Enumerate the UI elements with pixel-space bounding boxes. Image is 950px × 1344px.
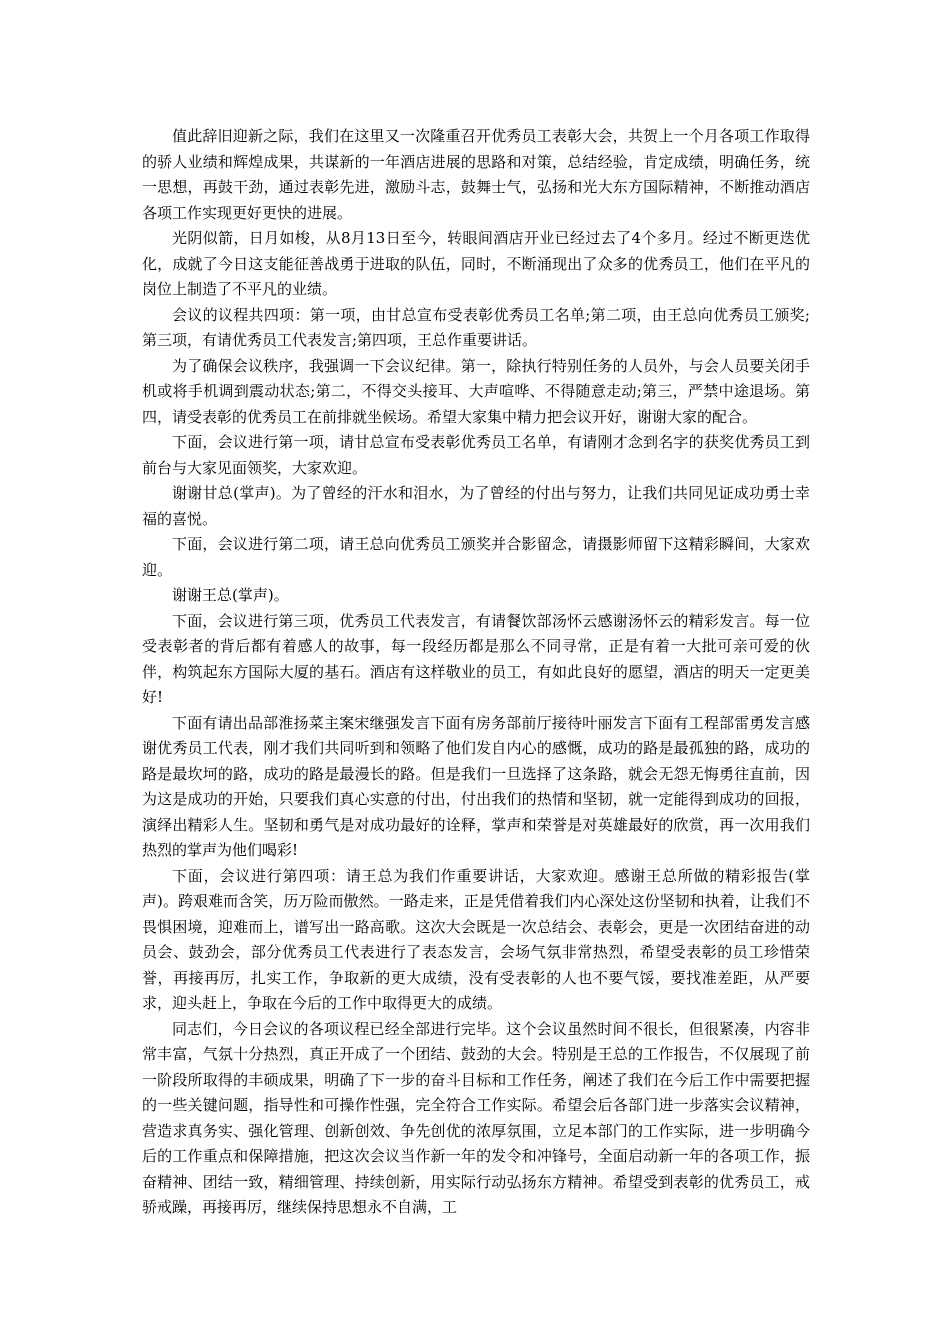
paragraph-representatives: 下面有请出品部淮扬菜主案宋继强发言下面有房务部前厅接待叶丽发言下面有工程部雷勇发言感谢优秀员工代表，刚才我们共同听到和领略了他们发自内心的感慨，成功的路是最孤独的路，成功的路是最坎坷的路，成功的路是最漫长的路。但是我们一旦选择了这条路，就会无怨无悔勇往直前，因为这是成功的开始，只要我们真心实意的付出，付出我们的热情和坚韧，就一定能得到成功的回报，演绎出精彩人生。坚韧和勇气是对成功最好的诠释，掌声和荣誉是对英雄最好的欣赏，再一次用我们热烈的掌声为他们喝彩! — [142, 713, 810, 859]
document-body — [142, 124, 810, 1221]
paragraph-item-two: 下面，会议进行第二项，请王总向优秀员工颁奖并合影留念，请摄影师留下这精彩瞬间，大家欢迎。 — [142, 535, 810, 579]
paragraph-review: 光阴似箭，日月如梭，从8月13日至今，转眼间酒店开业已经过去了4个多月。经过不断更迭优化，成就了今日这支能征善战勇于进取的队伍，同时，不断涌现出了众多的优秀员工，他们在平凡的岗位上制造了不平凡的业绩。 — [142, 229, 810, 298]
paragraph-item-three: 下面，会议进行第三项，优秀员工代表发言，有请餐饮部汤怀云感谢汤怀云的精彩发言。每一位受表彰者的背后都有着感人的故事，每一段经历都是那么不同寻常，正是有着一大批可亲可爱的伙伴，构筑起东方国际大厦的基石。酒店有这样敬业的员工，有如此良好的愿望，酒店的明天一定更美好! — [142, 611, 810, 706]
paragraph-item-four: 下面，会议进行第四项：请王总为我们作重要讲话，大家欢迎。感谢王总所做的精彩报告(掌声)。跨艰难而含笑，历万险而傲然。一路走来，正是凭借着我们内心深处这份坚韧和执着，让我们不畏惧困境，迎难而上，谱写出一路高歌。这次大会既是一次总结会、表彰会，更是一次团结奋进的动员会、鼓劲会，部分优秀员工代表进行了表态发言，会场气氛非常热烈，希望受表彰的员工珍惜荣誉，再接再厉，扎实工作，争取新的更大成绩，没有受表彰的人也不要气馁，要找准差距，从严要求，迎头赶上，争取在今后的工作中取得更大的成绩。 — [142, 866, 810, 1012]
paragraph-thanks-wang: 谢谢王总(掌声)。 — [172, 586, 289, 604]
paragraph-thanks-gan: 谢谢甘总(掌声)。为了曾经的汗水和泪水，为了曾经的付出与努力，让我们共同见证成功勇士幸福的喜悦。 — [142, 484, 810, 528]
paragraph-opening: 值此辞旧迎新之际，我们在这里又一次隆重召开优秀员工表彰大会，共贺上一个月各项工作取得的骄人业绩和辉煌成果，共谋新的一年酒店进展的思路和对策，总结经验，肯定成绩，明确任务，统一思想，再鼓干劲，通过表彰先进，激励斗志，鼓舞士气，弘扬和光大东方国际精神，不断推动酒店各项工作实现更好更快的进展。 — [142, 127, 810, 222]
paragraph-closing: 同志们，今日会议的各项议程已经全部进行完毕。这个会议虽然时间不很长，但很紧凑，内容非常丰富，气氛十分热烈，真正开成了一个团结、鼓劲的大会。特别是王总的工作报告，不仅展现了前一阶段所取得的丰硕成果，明确了下一步的奋斗目标和工作任务，阐述了我们在今后工作中需要把握的一些关键问题，指导性和可操作性强，完全符合工作实际。希望会后各部门进一步落实会议精神，营造求真务实、强化管理、创新创效、争先创优的浓厚氛围，立足本部门的工作实际，进一步明确今后的工作重点和保障措施，把这次会议当作新一年的发令和冲锋号，全面启动新一年的各项工作，振奋精神、团结一致，精细管理、持续创新，用实际行动弘扬东方精神。希望受到表彰的优秀员工，戒骄戒躁，再接再厉，继续保持思想永不自满，工 — [142, 1019, 810, 1216]
paragraph-item-one: 下面，会议进行第一项，请甘总宣布受表彰优秀员工名单，有请刚才念到名字的获奖优秀员工到前台与大家见面领奖，大家欢迎。 — [142, 433, 810, 477]
paragraph-discipline: 为了确保会议秩序，我强调一下会议纪律。第一，除执行特别任务的人员外，与会人员要关闭手机或将手机调到震动状态;第二，不得交头接耳、大声喧哗、不得随意走动;第三，严禁中途退场。第四，请受表彰的优秀员工在前排就坐候场。希望大家集中精力把会议开好，谢谢大家的配合。 — [142, 356, 810, 426]
paragraph-agenda: 会议的议程共四项：第一项，由甘总宣布受表彰优秀员工名单;第二项，由王总向优秀员工颁奖;第三项，有请优秀员工代表发言;第四项，王总作重要讲话。 — [142, 305, 810, 349]
